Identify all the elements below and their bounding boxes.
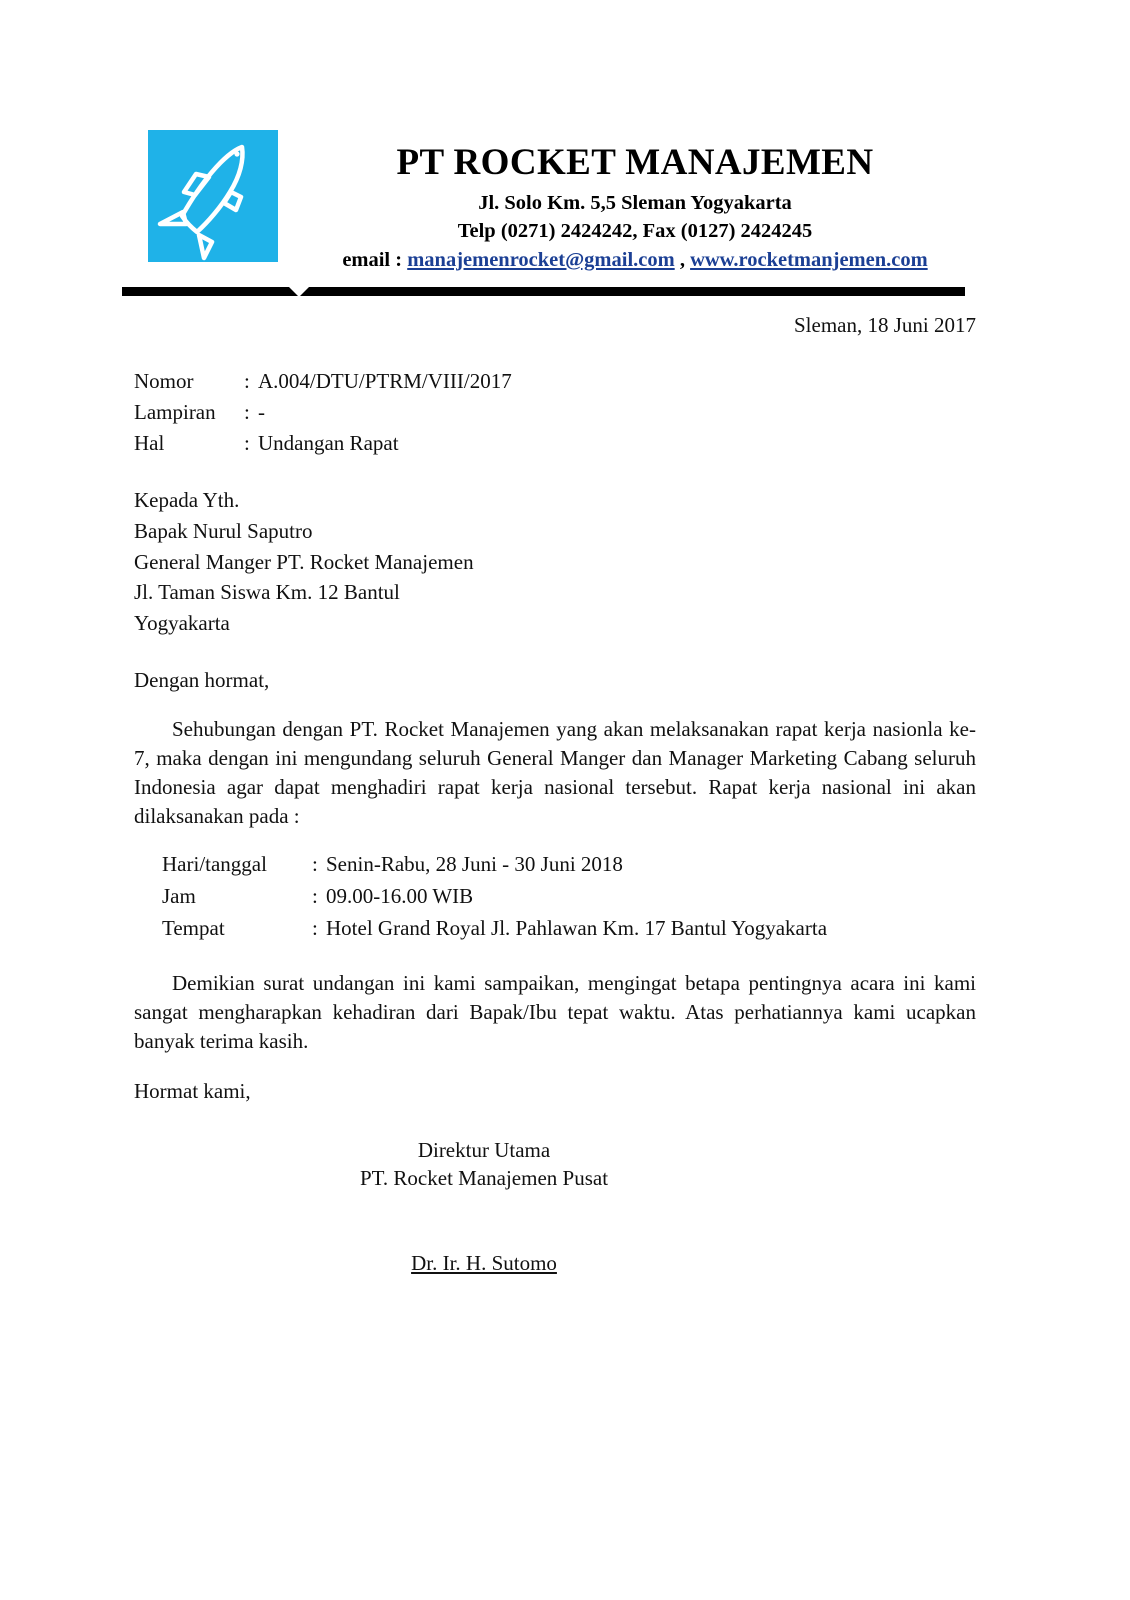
detail-value: Senin-Rabu, 28 Juni - 30 Juni 2018	[326, 852, 623, 877]
body-paragraph-1: Sehubungan dengan PT. Rocket Manajemen yang akan melaksanakan rapat kerja nasionla ke-7, maka dengan ini mengundang seluruh General Manger dan Manager Marketing Cabang seluruh Indonesia agar dapat menghadiri rapat kerja nasional tersebut. Rapat kerja nasional ini akan dilaksanakan pada :	[134, 717, 976, 829]
contact-separator: ,	[674, 248, 691, 271]
reference-row	[134, 430, 512, 461]
letter-body	[134, 312, 976, 1278]
rocket-icon	[148, 130, 278, 262]
reference-row	[134, 399, 512, 430]
company-address: Jl. Solo Km. 5,5 Sleman Yogyakarta	[478, 192, 792, 215]
reference-value: A.004/DTU/PTRM/VIII/2017	[258, 368, 512, 393]
signature-block	[134, 1136, 834, 1278]
reference-label: Nomor	[134, 368, 194, 393]
closing-line: Hormat kami,	[134, 1078, 251, 1103]
detail-label: Tempat	[162, 915, 225, 940]
detail-row	[162, 851, 827, 883]
signatory-name: Dr. Ir. H. Sutomo	[411, 1251, 557, 1276]
email-link[interactable]: manajemenrocket@gmail.com	[407, 248, 675, 271]
company-contact-line	[290, 247, 980, 275]
reference-label: Hal	[134, 430, 165, 455]
salutation: Dengan hormat,	[134, 668, 270, 693]
reference-row	[134, 368, 512, 399]
reference-separator: :	[244, 399, 250, 424]
reference-separator: :	[244, 430, 250, 455]
body-paragraph-2: Demikian surat undangan ini kami sampaikan, mengingat betapa pentingnya acara ini kami sangat mengharapkan kehadiran dari Bapak/Ibu tepat waktu. Atas perhatiannya kami ucapkan banyak terima kasih.	[134, 970, 976, 1053]
addressee-line: Jl. Taman Siswa Km. 12 Bantul	[134, 580, 400, 605]
reference-label: Lampiran	[134, 399, 216, 424]
detail-separator: :	[312, 915, 318, 940]
company-info	[290, 142, 980, 274]
email-label: email :	[342, 248, 408, 271]
company-logo	[148, 130, 278, 262]
signatory-title: Direktur Utama	[417, 1137, 551, 1162]
detail-label: Jam	[162, 884, 196, 909]
reference-value: Undangan Rapat	[258, 430, 399, 455]
divider-notch	[288, 286, 310, 297]
detail-separator: :	[312, 852, 318, 877]
signature-space	[134, 1193, 834, 1249]
addressee-line: Kepada Yth.	[134, 487, 240, 512]
date-line: Sleman, 18 Juni 2017	[794, 313, 976, 337]
detail-value: Hotel Grand Royal Jl. Pahlawan Km. 17 Bantul Yogyakarta	[326, 915, 828, 940]
detail-separator: :	[312, 884, 318, 909]
detail-value: 09.00-16.00 WIB	[326, 884, 474, 909]
addressee-line: Bapak Nurul Saputro	[134, 518, 313, 543]
detail-row	[162, 915, 827, 947]
reference-separator: :	[244, 368, 250, 393]
reference-value: -	[258, 399, 265, 424]
website-link[interactable]: www.rocketmanjemen.com	[690, 248, 928, 271]
company-phone: Telp (0271) 2424242, Fax (0127) 2424245	[457, 220, 813, 243]
detail-row	[162, 883, 827, 915]
company-name: PT ROCKET MANAJEMEN	[396, 142, 874, 183]
reference-block	[134, 368, 512, 461]
addressee-block	[134, 487, 976, 642]
signature-name-wrap	[134, 1249, 834, 1278]
addressee-line: General Manger PT. Rocket Manajemen	[134, 549, 474, 574]
letterhead	[0, 0, 1130, 300]
meeting-details	[162, 851, 827, 947]
addressee-line: Yogyakarta	[134, 611, 230, 636]
divider-bar	[122, 287, 965, 296]
signatory-organization: PT. Rocket Manajemen Pusat	[359, 1166, 609, 1191]
letterhead-divider	[122, 285, 965, 298]
detail-label: Hari/tanggal	[162, 852, 267, 877]
